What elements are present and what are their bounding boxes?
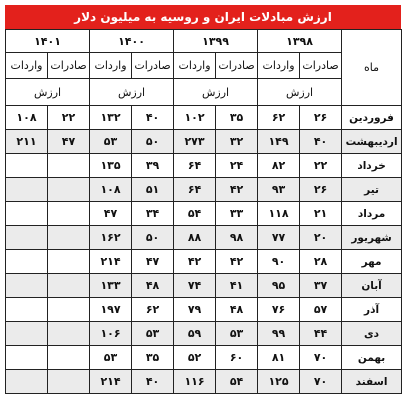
exports-value-cell: ۴۲: [216, 250, 258, 274]
trade-table-container: [5, 5, 401, 394]
exports-value-cell: [48, 226, 90, 250]
exports-value-cell: ۷۰: [300, 370, 342, 394]
month-cell: خرداد: [342, 154, 402, 178]
month-cell: اسفند: [342, 370, 402, 394]
table-row: [6, 250, 402, 274]
month-cell: آذر: [342, 298, 402, 322]
exports-value-cell: ۴۰: [300, 130, 342, 154]
exports-value-cell: [48, 250, 90, 274]
month-cell: مهر: [342, 250, 402, 274]
table-row: [6, 322, 402, 346]
imports-value-cell: ۸۲: [258, 154, 300, 178]
imports-value-cell: [6, 178, 48, 202]
month-cell: مرداد: [342, 202, 402, 226]
imports-value-cell: ۵۴: [174, 202, 216, 226]
unit-label: ارزش: [6, 79, 90, 106]
exports-header: صادرات: [300, 53, 342, 79]
exports-value-cell: ۳۳: [216, 202, 258, 226]
imports-value-cell: ۱۹۷: [90, 298, 132, 322]
table-row: [6, 274, 402, 298]
imports-value-cell: [6, 202, 48, 226]
unit-label: ارزش: [90, 79, 174, 106]
exports-value-cell: ۵۷: [300, 298, 342, 322]
month-cell: بهمن: [342, 346, 402, 370]
month-cell: تیر: [342, 178, 402, 202]
imports-value-cell: ۱۳۳: [90, 274, 132, 298]
imports-value-cell: ۱۰۸: [90, 178, 132, 202]
unit-label: ارزش: [174, 79, 258, 106]
exports-value-cell: ۴۸: [216, 298, 258, 322]
imports-value-cell: [6, 298, 48, 322]
imports-value-cell: ۶۴: [174, 154, 216, 178]
exports-value-cell: [48, 298, 90, 322]
exports-value-cell: ۲۶: [300, 178, 342, 202]
imports-value-cell: ۶۲: [258, 106, 300, 130]
exports-value-cell: [48, 346, 90, 370]
exports-value-cell: ۷۰: [300, 346, 342, 370]
unit-label: ارزش: [258, 79, 342, 106]
imports-value-cell: ۹۵: [258, 274, 300, 298]
month-cell: آبان: [342, 274, 402, 298]
imports-header: واردات: [6, 53, 48, 79]
month-cell: اردیبهشت: [342, 130, 402, 154]
imports-value-cell: ۲۱۱: [6, 130, 48, 154]
exports-value-cell: [48, 154, 90, 178]
imports-value-cell: ۱۲۵: [258, 370, 300, 394]
imports-value-cell: ۴۷: [90, 202, 132, 226]
exports-value-cell: ۳۲: [216, 130, 258, 154]
exports-value-cell: ۴۸: [132, 274, 174, 298]
imports-value-cell: ۵۳: [90, 130, 132, 154]
exports-value-cell: ۲۲: [48, 106, 90, 130]
imports-value-cell: ۴۲: [174, 250, 216, 274]
exports-header: صادرات: [48, 53, 90, 79]
imports-value-cell: [6, 274, 48, 298]
month-header: ماه: [342, 30, 402, 106]
table-row: [6, 178, 402, 202]
year-header-1398: ۱۳۹۸: [258, 30, 342, 53]
imports-value-cell: [6, 370, 48, 394]
exports-value-cell: [48, 322, 90, 346]
table-row: [6, 298, 402, 322]
month-cell: دی: [342, 322, 402, 346]
imports-value-cell: ۵۲: [174, 346, 216, 370]
table-row: [6, 130, 402, 154]
exports-header: صادرات: [216, 53, 258, 79]
exports-header: صادرات: [132, 53, 174, 79]
trade-table: [5, 29, 402, 394]
table-row: [6, 154, 402, 178]
imports-value-cell: ۲۷۳: [174, 130, 216, 154]
year-header-1400: ۱۴۰۰: [90, 30, 174, 53]
imports-value-cell: ۶۴: [174, 178, 216, 202]
imports-value-cell: ۱۱۸: [258, 202, 300, 226]
imports-value-cell: ۲۱۴: [90, 250, 132, 274]
imports-value-cell: ۷۶: [258, 298, 300, 322]
imports-value-cell: ۱۱۶: [174, 370, 216, 394]
exports-value-cell: [48, 178, 90, 202]
imports-value-cell: ۱۳۲: [90, 106, 132, 130]
exports-value-cell: [48, 274, 90, 298]
imports-value-cell: [6, 346, 48, 370]
table-title: ارزش مبادلات ایران و روسیه به میلیون دلار: [5, 5, 401, 29]
exports-value-cell: ۹۸: [216, 226, 258, 250]
imports-value-cell: [6, 154, 48, 178]
exports-value-cell: ۵۱: [132, 178, 174, 202]
imports-value-cell: ۱۶۲: [90, 226, 132, 250]
imports-value-cell: [6, 322, 48, 346]
year-header-row: [6, 30, 402, 53]
exports-value-cell: ۴۴: [300, 322, 342, 346]
imports-header: واردات: [90, 53, 132, 79]
exports-value-cell: ۲۰: [300, 226, 342, 250]
imports-value-cell: ۵۳: [90, 346, 132, 370]
table-row: [6, 370, 402, 394]
table-row: [6, 346, 402, 370]
exports-value-cell: ۲۲: [300, 154, 342, 178]
exports-value-cell: ۲۸: [300, 250, 342, 274]
imports-value-cell: [6, 250, 48, 274]
exports-value-cell: ۲۶: [300, 106, 342, 130]
table-row: [6, 202, 402, 226]
exports-value-cell: ۴۷: [132, 250, 174, 274]
imports-value-cell: ۹۹: [258, 322, 300, 346]
imports-value-cell: ۹۰: [258, 250, 300, 274]
imports-value-cell: ۱۴۹: [258, 130, 300, 154]
exports-value-cell: ۳۴: [132, 202, 174, 226]
exports-value-cell: ۵۰: [132, 130, 174, 154]
exports-value-cell: ۲۴: [216, 154, 258, 178]
imports-value-cell: ۲۱۴: [90, 370, 132, 394]
table-row: [6, 106, 402, 130]
exports-value-cell: ۵۳: [216, 322, 258, 346]
imports-value-cell: ۸۸: [174, 226, 216, 250]
imports-value-cell: ۷۹: [174, 298, 216, 322]
exports-value-cell: ۵۴: [216, 370, 258, 394]
year-header-1399: ۱۳۹۹: [174, 30, 258, 53]
exports-value-cell: [48, 370, 90, 394]
imports-value-cell: ۱۰۲: [174, 106, 216, 130]
exports-value-cell: ۴۱: [216, 274, 258, 298]
exports-value-cell: ۵۳: [132, 322, 174, 346]
exports-value-cell: ۶۲: [132, 298, 174, 322]
exports-value-cell: ۴۰: [132, 106, 174, 130]
exports-value-cell: ۴۲: [216, 178, 258, 202]
imports-value-cell: ۵۹: [174, 322, 216, 346]
exports-value-cell: ۳۹: [132, 154, 174, 178]
imports-value-cell: ۷۷: [258, 226, 300, 250]
month-cell: فروردین: [342, 106, 402, 130]
imports-value-cell: ۱۰۸: [6, 106, 48, 130]
imports-header: واردات: [174, 53, 216, 79]
exports-value-cell: ۴۷: [48, 130, 90, 154]
exports-value-cell: [48, 202, 90, 226]
month-cell: شهریور: [342, 226, 402, 250]
imports-value-cell: ۱۳۵: [90, 154, 132, 178]
exports-value-cell: ۳۷: [300, 274, 342, 298]
exports-value-cell: ۵۰: [132, 226, 174, 250]
imports-header: واردات: [258, 53, 300, 79]
exports-value-cell: ۴۰: [132, 370, 174, 394]
table-body: [6, 30, 402, 394]
imports-value-cell: [6, 226, 48, 250]
table-row: [6, 226, 402, 250]
exports-value-cell: ۶۰: [216, 346, 258, 370]
exports-value-cell: ۳۵: [216, 106, 258, 130]
imports-value-cell: ۸۱: [258, 346, 300, 370]
imports-value-cell: ۹۳: [258, 178, 300, 202]
exports-value-cell: ۲۱: [300, 202, 342, 226]
exports-value-cell: ۳۵: [132, 346, 174, 370]
imports-value-cell: ۷۴: [174, 274, 216, 298]
year-header-1401: ۱۴۰۱: [6, 30, 90, 53]
imports-value-cell: ۱۰۶: [90, 322, 132, 346]
